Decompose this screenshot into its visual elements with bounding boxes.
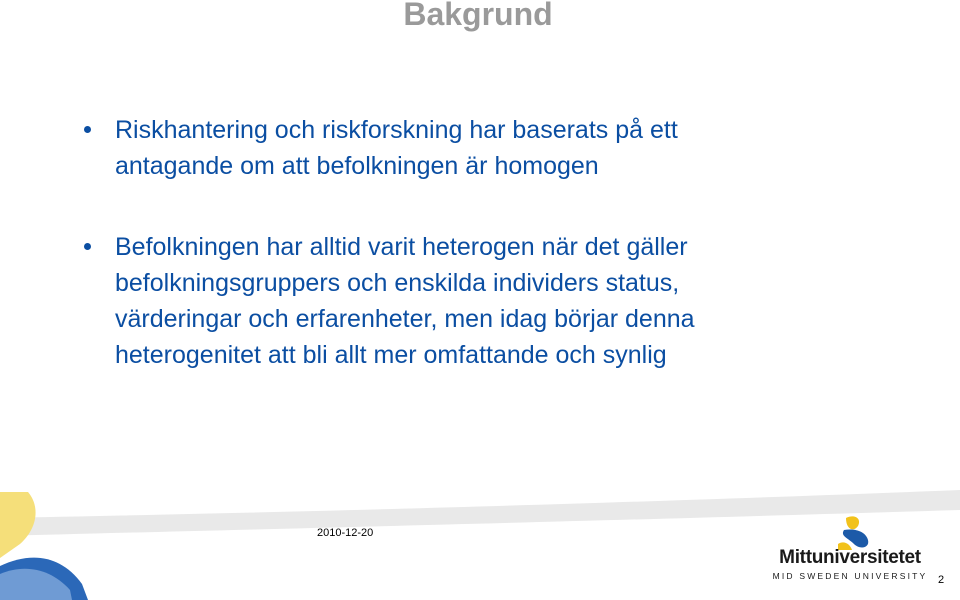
page-number: 2 xyxy=(938,574,945,586)
wave-gray-band xyxy=(0,490,960,536)
university-logo-subtitle: MID SWEDEN UNIVERSITY xyxy=(772,571,928,581)
bullet-dot-icon xyxy=(84,126,91,133)
bullet-item xyxy=(84,112,678,184)
bullet-line: heterogenitet att bli allt mer omfattande och synlig xyxy=(115,341,667,369)
university-logo-name: Mittuniversitetet xyxy=(779,547,921,568)
wave-yellow-corner xyxy=(0,492,36,558)
footer-wave-decoration xyxy=(0,480,960,600)
bullet-dot-icon xyxy=(84,243,91,250)
bullet-item xyxy=(84,229,695,373)
bullet-line: Riskhantering och riskforskning har baserats på ett xyxy=(115,116,678,144)
slide-date: 2010-12-20 xyxy=(317,527,374,539)
bullet-line: värderingar och erfarenheter, men idag börjar denna xyxy=(115,305,695,333)
bullet-line: Befolkningen har alltid varit heterogen när det gäller xyxy=(115,233,688,261)
bullet-line: befolkningsgruppers och enskilda individers status, xyxy=(115,269,680,297)
slide-title: Bakgrund xyxy=(403,0,553,32)
bullet-line: antagande om att befolkningen är homogen xyxy=(115,152,599,180)
